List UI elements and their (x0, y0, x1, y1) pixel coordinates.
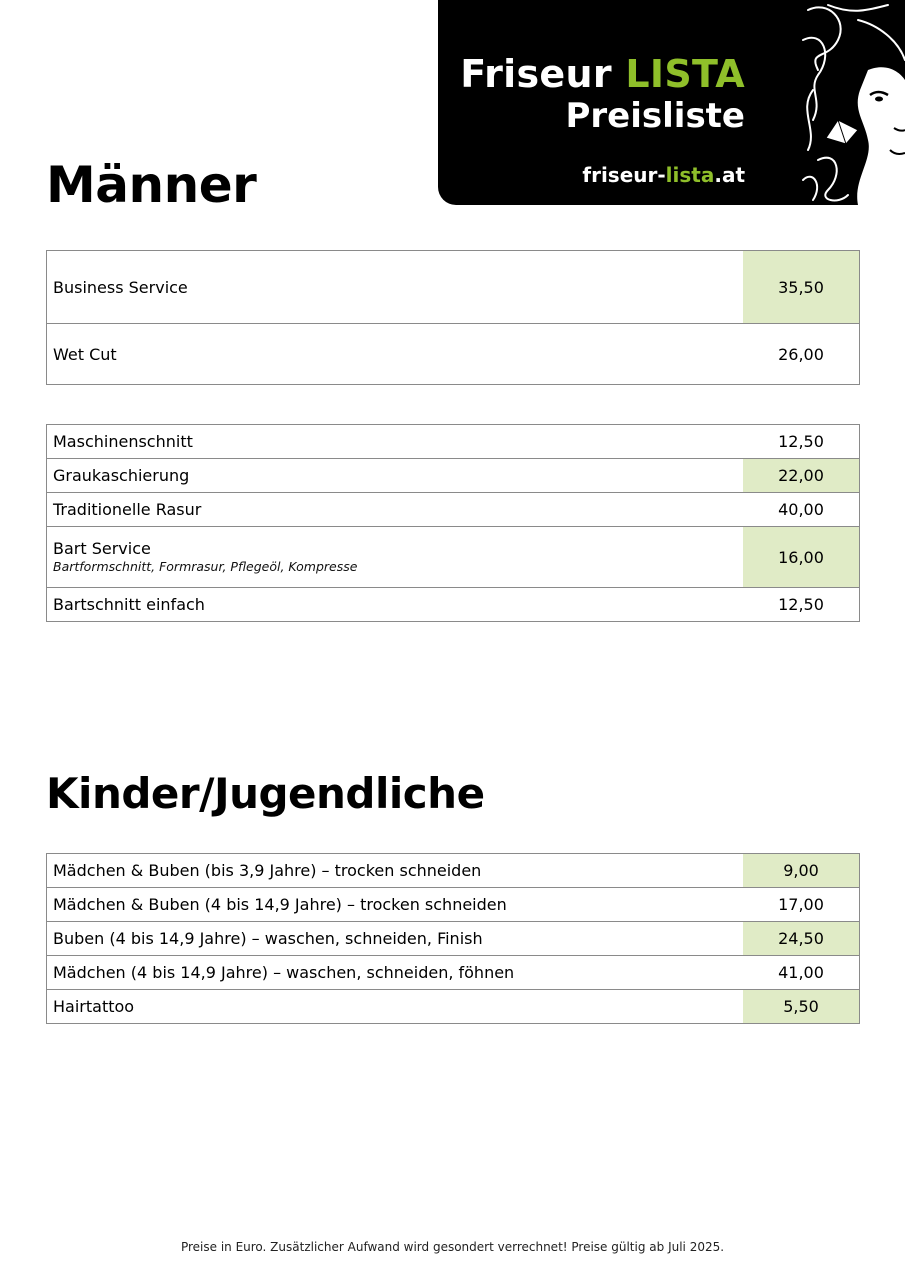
service-name: Graukaschierung (53, 466, 190, 485)
service-name: Mädchen & Buben (bis 3,9 Jahre) – trocken schneiden (53, 861, 482, 880)
table-row (47, 324, 860, 385)
price-cell: 17,00 (743, 888, 860, 922)
site-suffix: .at (714, 163, 745, 187)
brand-subtitle: Preisliste (565, 96, 745, 136)
price-cell: 41,00 (743, 956, 860, 990)
table-row (47, 588, 860, 622)
price-table-kinder (46, 853, 860, 1024)
service-name: Business Service (53, 277, 188, 297)
service-name: Maschinenschnitt (53, 432, 193, 451)
price-cell: 12,50 (743, 425, 860, 459)
service-cell (47, 527, 744, 588)
service-cell (47, 324, 744, 385)
table-row (47, 888, 860, 922)
table-row (47, 527, 860, 588)
service-name: Mädchen (4 bis 14,9 Jahre) – waschen, schneiden, föhnen (53, 963, 515, 982)
service-name: Bart Service (53, 539, 151, 558)
service-name: Mädchen & Buben (4 bis 14,9 Jahre) – trocken schneiden (53, 895, 507, 914)
site-prefix: friseur- (582, 163, 666, 187)
table-row (47, 990, 860, 1024)
price-cell: 16,00 (743, 527, 860, 588)
face-illustration-icon (798, 0, 905, 205)
brand-title (460, 52, 745, 96)
price-cell: 26,00 (743, 324, 860, 385)
price-cell: 9,00 (743, 854, 860, 888)
header-banner (438, 0, 905, 205)
table-row (47, 459, 860, 493)
section-title-maenner: Männer (46, 156, 257, 214)
service-cell (47, 854, 744, 888)
service-name: Buben (4 bis 14,9 Jahre) – waschen, schneiden, Finish (53, 929, 483, 948)
price-cell: 24,50 (743, 922, 860, 956)
price-cell: 12,50 (743, 588, 860, 622)
service-cell (47, 425, 744, 459)
table-row (47, 922, 860, 956)
price-table-maenner-2 (46, 424, 860, 622)
price-table-maenner-1 (46, 250, 860, 385)
service-cell (47, 888, 744, 922)
footer-note: Preise in Euro. Zusätzlicher Aufwand wird gesondert verrechnet! Preise gültig ab Juli 2025. (180, 1240, 725, 1254)
service-description: Bartformschnitt, Formrasur, Pflegeöl, Kompresse (53, 559, 358, 574)
service-cell (47, 956, 744, 990)
brand-block (460, 52, 745, 136)
price-cell: 22,00 (743, 459, 860, 493)
price-cell: 40,00 (743, 493, 860, 527)
service-name: Wet Cut (53, 344, 117, 364)
price-cell: 35,50 (743, 251, 860, 324)
price-cell: 5,50 (743, 990, 860, 1024)
table-row (47, 956, 860, 990)
section-title-kinder: Kinder/Jugendliche (46, 769, 485, 818)
table-row (47, 251, 860, 324)
service-cell (47, 990, 744, 1024)
site-accent: lista (665, 163, 715, 187)
service-cell (47, 459, 744, 493)
table-row (47, 493, 860, 527)
service-cell (47, 493, 744, 527)
service-cell (47, 251, 744, 324)
service-cell (47, 922, 744, 956)
table-row (47, 425, 860, 459)
brand-name: Friseur (460, 52, 612, 96)
service-name: Traditionelle Rasur (53, 500, 202, 519)
website-link[interactable] (582, 162, 745, 188)
service-name: Bartschnitt einfach (53, 595, 205, 614)
brand-accent: LISTA (625, 52, 745, 96)
table-row (47, 854, 860, 888)
service-name: Hairtattoo (53, 997, 135, 1016)
service-cell (47, 588, 744, 622)
